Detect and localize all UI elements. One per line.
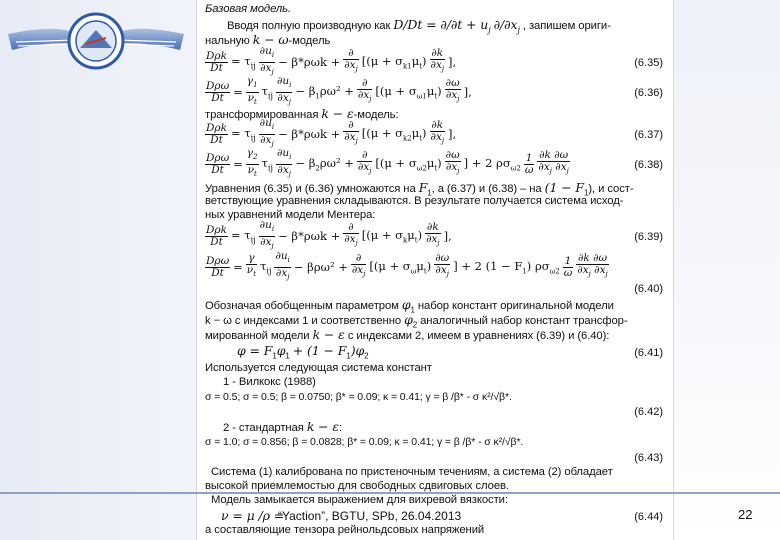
equation-6-38: $\frac{\text{Dρω}}{Dt}$ = $\frac{\gamma_2}{\nu_t}$ $\tau_{ij}$ $\frac{\partial u_i}{\partial x_j}$ − $\beta_2\rho\omega^2$ + $\frac{\partial}{\partial x_j}$ [$(\mu + \sigma_{\omega 2}\mu_t)$ $\frac{\partial\omega}{\partial x_j}$ ] + 2 $\rho\sigma_{\omega 2}$ $\frac{1}{\omega}$ $\frac{\partial k \partial\omega}{\partial x_j \partial x_j}$ <box>206 147 569 178</box>
constants-line-1: σ = 0.5; σ = 0.5; β = 0.0750; β* = 0.09; κ = 0.41; γ = β /β* - σ κ²/√β*. <box>205 391 512 403</box>
text-line: а составляющие тензора рейнольдсовых напряжений <box>205 524 485 536</box>
equation-number: (6.35) <box>634 57 663 69</box>
text-line: высокой приемлемостью для свободных сдвиговых слоев. <box>205 480 509 492</box>
text-line: мированной модели k − ε с индексами 2, имеем в уравнениях (6.39) и (6.40): <box>205 327 610 342</box>
equation-number: (6.40) <box>634 283 663 295</box>
equation-number: (6.37) <box>634 129 663 141</box>
text-line: 1 - Вилкокс (1988) <box>223 376 316 388</box>
equation-6-41: $\varphi = F_1\varphi_1 + (1 - F_1)\varphi_2$ <box>237 343 369 361</box>
left-panel <box>0 0 196 540</box>
equation-6-36: $\frac{\text{Dρω}}{Dt}$ = $\frac{\gamma_1}{\nu_t}$ $\tau_{ij}$ $\frac{\partial u_i}{\partial x_j}$ − $\beta_1\rho\omega^2$ + $\frac{\partial}{\partial x_j}$ [$(\mu + \sigma_{\omega 1}\mu_t)$ $\frac{\partial\omega}{\partial x_j}$ ], <box>206 75 472 106</box>
page-number: 22 <box>738 507 753 522</box>
equation-number: (6.39) <box>634 231 663 243</box>
equation-number: (6.42) <box>634 406 663 418</box>
text-line: Вводя полную производную как $D/Dt = \partial/\partial t + u_j$ $\partial/\partial x_j$ , запишем ориги- <box>227 17 611 35</box>
text-line: 2 - стандартная k − ε: <box>223 419 343 434</box>
equation-number: (6.38) <box>634 159 663 171</box>
equation-6-37: $\frac{\text{Dρk}}{Dt}$ = $\tau_{ij}$ $\frac{\partial u_i}{\partial x_j}$ − β*ρωk + $\frac{\partial}{\partial x_j}$ [$(\mu + \sigma_{k2}\mu_t)$ $\frac{\partial k}{\partial x_j}$ ], <box>206 117 457 148</box>
text-line: k − ω с индексами 1 и соответственно $\varphi_2$ аналогичный набор констант трансфор- <box>205 312 628 330</box>
equation-number: (6.44) <box>634 511 663 523</box>
document-page <box>196 0 674 540</box>
text-line: Обозначая обобщенным параметром $\varphi_1$ набор констант оригинальной модели <box>205 297 614 315</box>
equation-6-39: $\frac{\text{Dρk}}{Dt}$ = $\tau_{ij}$ $\frac{\partial u_i}{\partial x_j}$ − β*ρωk + $\frac{\partial}{\partial x_j}$ [$(\mu + \sigma_k\mu_t)$ $\frac{\partial k}{\partial x_j}$ ], <box>206 219 452 250</box>
text-line: трансформированная k − ε-модель: <box>205 106 399 121</box>
text-line: Уравнения (6.35) и (6.36) умножаются на $F_1$, а (6.37) и (6.38) – на $(1 - F_1)$, и сост- <box>205 180 634 198</box>
equation-number: (6.41) <box>634 347 663 359</box>
footer-text: “Yaction”, BGTU, SPb, 26.04.2013 <box>278 509 462 523</box>
text-line: нальную k − ω-модель <box>205 32 331 47</box>
footer-rule <box>0 492 780 494</box>
text-line: Система (1) калибрована по пристеночным течениям, а система (2) обладает <box>211 466 613 478</box>
equation-number: (6.43) <box>634 452 663 464</box>
constants-line-2: σ = 1.0; σ = 0.856; β = 0.0828; β* = 0.09; κ = 0.41; γ = β /β* - σ κ²/√β*. <box>205 436 524 448</box>
text-line: ных уравнений модели Ментера: <box>205 209 376 221</box>
text-line: Модель замыкается выражением для вихревой вязкости: <box>211 494 508 506</box>
equation-6-40: $\frac{\text{Dρω}}{Dt}$ = $\frac{\gamma}{\nu_t}$ $\tau_{ij}$ $\frac{\partial u_i}{\partial x_j}$ − βρω² + $\frac{\partial}{\partial x_j}$ [$(\mu + \sigma_\omega\mu_t)$ $\frac{\partial\omega}{\partial x_j}$ ] + 2 $(1 - F_1)$ $\rho\sigma_{\omega 2}$ $\frac{1}{\omega}$ $\frac{\partial k \partial\omega}{\partial x_j \partial x_j}$ <box>206 250 608 281</box>
equation-6-44: ν = μ /ρ = <box>221 508 285 523</box>
text-line: ветствующие уравнения складываются. В результате получается система исход- <box>205 195 624 207</box>
section-heading: Базовая модель. <box>205 3 292 15</box>
text-line: Используется следующая система констант <box>205 362 432 374</box>
equation-number: (6.36) <box>634 87 663 99</box>
university-logo-icon <box>6 4 186 78</box>
equation-6-35: $\frac{\text{Dρk}}{Dt}$ = $\tau_{ij}$ $\frac{\partial u_i}{\partial x_j}$ − β*ρωk + $\frac{\partial}{\partial x_j}$ [$(\mu + \sigma_{k1}\mu_t)$ $\frac{\partial k}{\partial x_j}$ ], <box>206 45 457 76</box>
